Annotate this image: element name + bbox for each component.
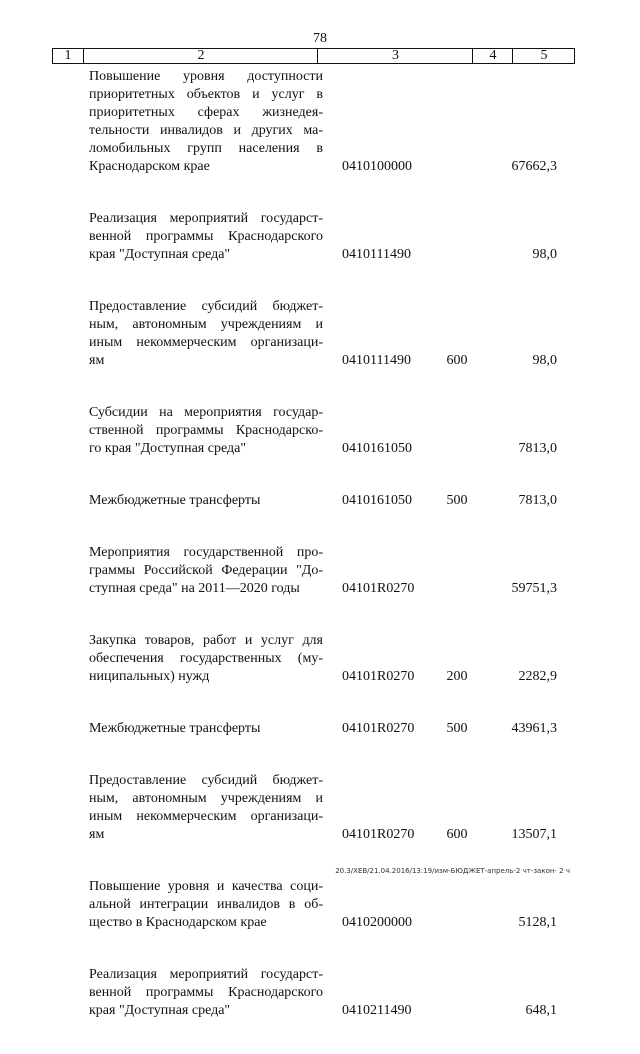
row-code: 0410161050 — [342, 441, 412, 456]
column-header-2: 2 — [83, 49, 318, 63]
row-description — [89, 68, 323, 176]
page-number: 78 — [313, 31, 327, 46]
row-code: 04101R0270 — [342, 669, 415, 684]
row-description-line: ям — [89, 353, 105, 368]
row-type: 200 — [446, 669, 468, 684]
row-description-line: ным, автономным учреждениям и — [89, 791, 323, 806]
table-row — [0, 404, 640, 492]
row-description-line: Реализация мероприятий государст- — [89, 967, 323, 982]
row-description-line: щество в Краснодарском крае — [89, 915, 267, 930]
row-description-line: приоритетных объектов и услуг в — [89, 87, 323, 102]
row-description-line: Краснодарском крае — [89, 159, 210, 174]
footer-note: 20.3/ХЕВ/21.04.2016/13:19/изм-БЮДЖЕТ-апрель-2 чт-закон- 2 ч — [335, 867, 570, 875]
row-code: 0410161050 — [342, 493, 412, 508]
row-description-line: граммы Российской Федерации "До- — [89, 563, 323, 578]
table-row — [0, 966, 640, 1054]
row-code: 0410111490 — [342, 353, 411, 368]
row-amount: 5128,1 — [518, 915, 557, 930]
row-type: 600 — [446, 827, 468, 842]
row-code: 04101R0270 — [342, 721, 415, 736]
row-description-line: Реализация мероприятий государст- — [89, 211, 323, 226]
row-description-line: ломобильных групп населения в — [89, 141, 323, 156]
row-amount: 98,0 — [532, 353, 557, 368]
row-description-line: ниципальных) нужд — [89, 669, 210, 684]
row-description — [89, 632, 323, 686]
row-amount: 13507,1 — [511, 827, 557, 842]
column-header-5: 5 — [512, 49, 575, 63]
table-row — [0, 298, 640, 404]
row-code: 0410100000 — [342, 159, 412, 174]
row-description-line: ям — [89, 827, 105, 842]
row-description-line: края "Доступная среда" — [89, 247, 231, 262]
table-row — [0, 772, 640, 878]
row-description-line: иным некоммерческим организаци- — [89, 335, 323, 350]
row-description-line: Субсидии на мероприятия государ- — [89, 405, 323, 420]
row-code: 0410111490 — [342, 247, 411, 262]
row-description-line: Предоставление субсидий бюджет- — [89, 773, 323, 788]
column-header-3: 3 — [317, 49, 473, 63]
row-description-line: Закупка товаров, работ и услуг для — [89, 633, 323, 648]
row-description — [89, 298, 323, 370]
row-description — [89, 492, 323, 510]
row-code: 0410211490 — [342, 1003, 412, 1018]
row-description — [89, 772, 323, 844]
table-row — [0, 878, 640, 966]
row-description-line: Межбюджетные трансферты — [89, 493, 261, 508]
row-description-line: иным некоммерческим организаци- — [89, 809, 323, 824]
row-description-line: ным, автономным учреждениям и — [89, 317, 323, 332]
row-description-line: Повышение уровня и качества соци- — [89, 879, 323, 894]
row-amount: 43961,3 — [511, 721, 557, 736]
column-header-4: 4 — [472, 49, 513, 63]
row-description-line: венной программы Краснодарского — [89, 985, 323, 1000]
row-description — [89, 210, 323, 264]
row-description-line: обеспечения государственных (му- — [89, 651, 323, 666]
row-description-line: ственной программы Краснодарско- — [89, 423, 323, 438]
row-description — [89, 878, 323, 932]
row-amount: 67662,3 — [511, 159, 557, 174]
row-code: 04101R0270 — [342, 581, 415, 596]
row-description-line: го края "Доступная среда" — [89, 441, 247, 456]
row-type: 600 — [446, 353, 468, 368]
row-type: 500 — [446, 721, 468, 736]
row-code: 0410200000 — [342, 915, 412, 930]
table-row — [0, 210, 640, 298]
table-row — [0, 492, 640, 544]
row-amount: 98,0 — [532, 247, 557, 262]
row-amount: 7813,0 — [518, 493, 557, 508]
row-amount: 2282,9 — [518, 669, 557, 684]
row-description-line: венной программы Краснодарского — [89, 229, 323, 244]
row-description-line: ступная среда" на 2011—2020 годы — [89, 581, 300, 596]
row-type: 500 — [446, 493, 468, 508]
row-description — [89, 544, 323, 598]
column-header-1: 1 — [64, 48, 72, 63]
row-description-line: тельности инвалидов и других ма- — [89, 123, 323, 138]
table-body — [0, 68, 640, 1054]
row-description-line: приоритетных сферах жизнедея- — [89, 105, 323, 120]
table-header-row — [52, 48, 575, 64]
table-row — [0, 720, 640, 772]
table-row — [0, 632, 640, 720]
table-row — [0, 544, 640, 632]
row-description-line: Предоставление субсидий бюджет- — [89, 299, 323, 314]
row-amount: 7813,0 — [518, 441, 557, 456]
row-description-line: альной интеграции инвалидов в об- — [89, 897, 323, 912]
row-description — [89, 720, 323, 738]
row-amount: 648,1 — [525, 1003, 557, 1018]
row-description-line: Повышение уровня доступности — [89, 69, 323, 84]
row-code: 04101R0270 — [342, 827, 415, 842]
row-description — [89, 966, 323, 1020]
row-amount: 59751,3 — [511, 581, 557, 596]
table-row — [0, 68, 640, 210]
row-description — [89, 404, 323, 458]
row-description-line: края "Доступная среда" — [89, 1003, 231, 1018]
row-description-line: Межбюджетные трансферты — [89, 721, 261, 736]
row-description-line: Мероприятия государственной про- — [89, 545, 323, 560]
